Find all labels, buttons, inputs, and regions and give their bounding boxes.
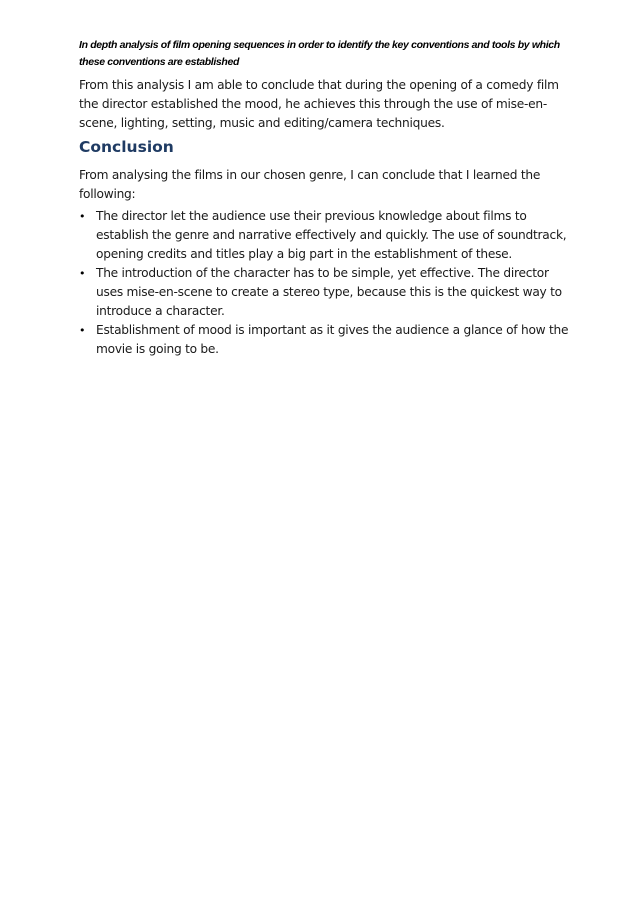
intro-paragraph: From this analysis I am able to conclude that during the opening of a comedy film the director established the mood, he achieves this through the use of mise-en-scene, lighting, setting, music and editing/camera techniques. — [79, 78, 559, 130]
header-title: In depth analysis of film opening sequences in order to identify the key conventions and tools by which these conventions are established — [79, 39, 560, 68]
list-item-text: Establishment of mood is important as it gives the audience a glance of how the movie is going to be. — [96, 323, 569, 356]
bullet-list — [79, 207, 579, 359]
bullet-icon: • — [79, 324, 86, 337]
list-item — [79, 321, 579, 359]
list-item-text: The introduction of the character has to be simple, yet effective. The director uses mise-en-scene to create a stereo type, because this is the quickest way to introduce a character. — [96, 266, 562, 318]
lead-paragraph: From analysing the films in our chosen genre, I can conclude that I learned the following: — [79, 168, 541, 201]
section-heading: Conclusion — [79, 138, 174, 156]
bullet-icon: • — [79, 267, 86, 280]
bullet-icon: • — [79, 210, 86, 223]
list-item — [79, 207, 579, 264]
list-item — [79, 264, 579, 321]
list-item-text: The director let the audience use their previous knowledge about films to establish the genre and narrative effectively and quickly. The use of soundtrack, opening credits and titles play a big part in the establishment of these. — [96, 209, 567, 261]
